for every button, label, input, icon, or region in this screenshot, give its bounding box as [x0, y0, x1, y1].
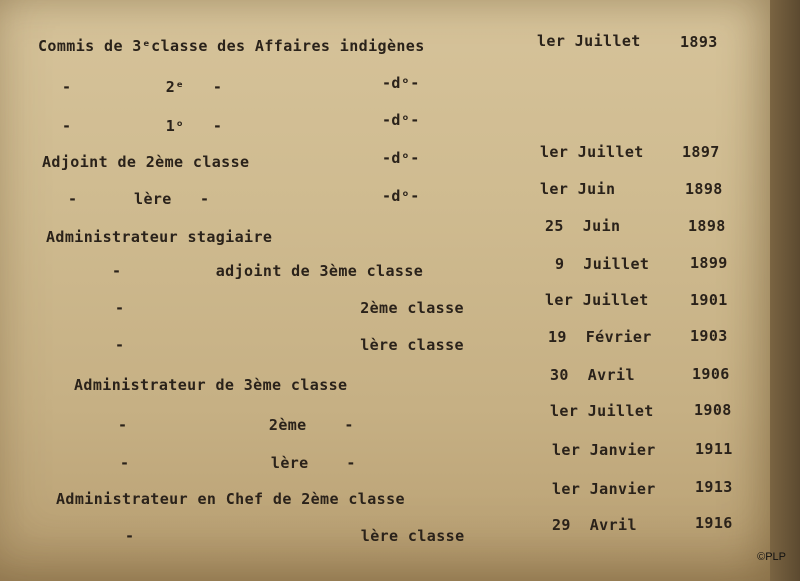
entry-title: - lère -: [68, 190, 210, 208]
entry-title: Administrateur de 3ème classe: [74, 376, 348, 394]
entry-date: 19 Février: [548, 328, 652, 346]
entry-title: - lère -: [120, 454, 356, 472]
entry-date: ler Juillet: [550, 402, 654, 420]
entry-ditto: -dᵒ-: [382, 74, 420, 92]
entry-year: 1903: [690, 327, 728, 345]
entry-title: - adjoint de 3ème classe: [112, 262, 424, 280]
entry-date: ler Janvier: [552, 480, 656, 498]
entry-year: 1893: [680, 33, 718, 51]
copyright-watermark: ©PLP: [757, 551, 786, 563]
entry-ditto: -dᵒ-: [382, 149, 420, 167]
entry-year: 1908: [694, 401, 732, 419]
entry-title: Administrateur en Chef de 2ème classe: [56, 490, 405, 508]
entry-year: 1906: [692, 365, 730, 383]
entry-title: - lère classe: [115, 336, 464, 354]
entry-year: 1916: [695, 514, 733, 532]
entry-year: 1898: [688, 217, 726, 235]
entry-date: 29 Avril: [552, 516, 637, 534]
entry-date: ler Juillet: [537, 32, 641, 50]
entry-date: 25 Juin: [545, 217, 621, 235]
entry-date: 9 Juillet: [555, 255, 650, 273]
entry-date: 30 Avril: [550, 366, 635, 384]
entry-date: ler Juillet: [545, 291, 649, 309]
entry-year: 1898: [685, 180, 723, 198]
entry-year: 1901: [690, 291, 728, 309]
entry-title: - 1ᵒ -: [62, 117, 223, 135]
entry-title: - 2ᵉ -: [62, 78, 223, 96]
entry-title: Administrateur stagiaire: [46, 228, 273, 246]
entry-year: 1913: [695, 478, 733, 496]
entry-year: 1911: [695, 440, 733, 458]
entry-year: 1899: [690, 254, 728, 272]
entry-year: 1897: [682, 143, 720, 161]
entry-title: - 2ème -: [118, 416, 354, 434]
page-edge: [770, 0, 800, 581]
entry-date: ler Janvier: [552, 441, 656, 459]
entry-date: ler Juillet: [540, 143, 644, 161]
entry-ditto: -dᵒ-: [382, 187, 420, 205]
entry-title: Adjoint de 2ème classe: [42, 153, 250, 171]
entry-title: Commis de 3ᵉclasse des Affaires indigènes: [38, 37, 425, 55]
entry-ditto: -dᵒ-: [382, 111, 420, 129]
entry-title: - lère classe: [125, 527, 465, 545]
entry-date: ler Juin: [540, 180, 616, 198]
entry-title: - 2ème classe: [115, 299, 464, 317]
